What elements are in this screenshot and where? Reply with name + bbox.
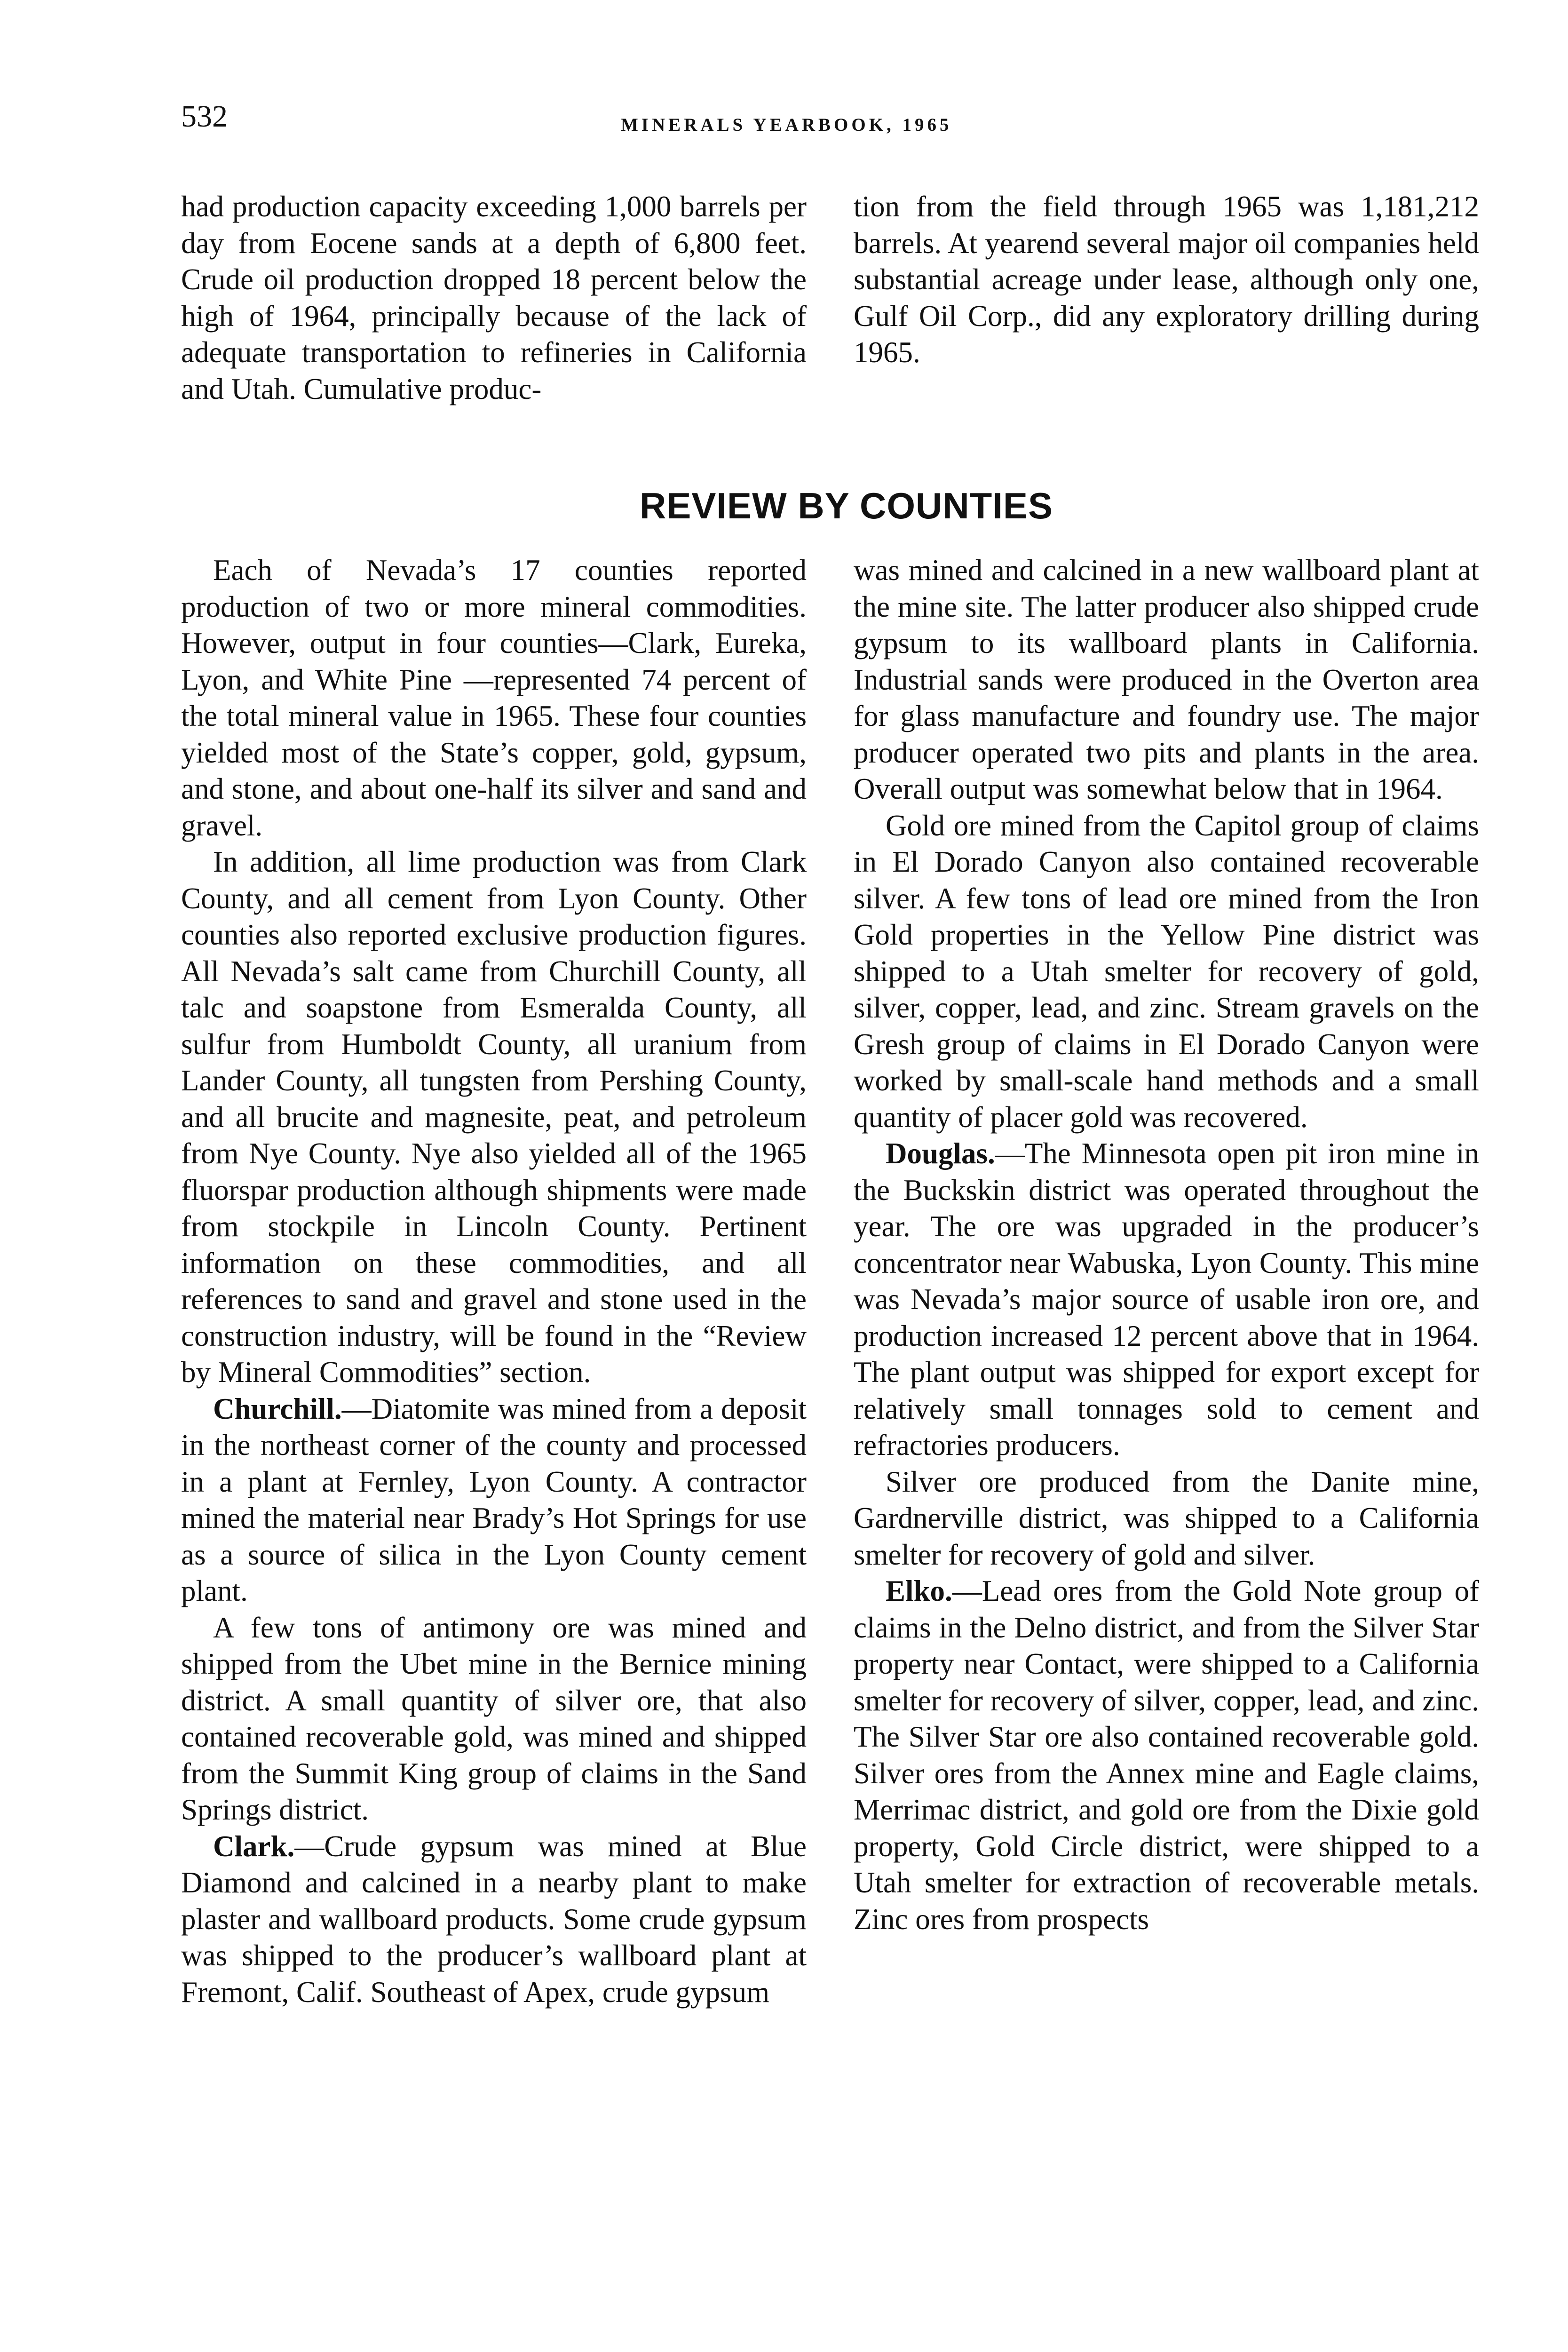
top-right-column	[854, 189, 1479, 371]
paragraph: tion from the field through 1965 was 1,181,212 barrels. At yearend several major oil companies held substantial acreage under lease, although only one, Gulf Oil Corp., did any exploratory drilling during 1965.	[854, 190, 1479, 369]
paragraph: had production capacity exceeding 1,000 barrels per day from Eocene sands at a depth of 6,800 feet. Crude oil production dropped 18 percent below the high of 1964, principally because of the lack of adequate transportation to refineries in California and Utah. Cumulative produc-	[181, 190, 807, 405]
paragraph: Gold ore mined from the Capitol group of claims in El Dorado Canyon also contained recoverable silver. A few tons of lead ore mined from the Iron Gold properties in the Yellow Pine district was shipped to a Utah smelter for recovery of gold, silver, copper, lead, and zinc. Stream gravels on the Gresh group of claims in El Dorado Canyon were worked by small-scale hand methods and a small quantity of placer gold was recovered.	[854, 809, 1479, 1134]
county-name: Elko.	[886, 1574, 952, 1607]
paragraph-text: —Diatomite was mined from a deposit in the northeast corner of the county and processed in a plant at Fernley, Lyon County. A contractor mined the material near Brady’s Hot Springs for use as a source of silica in the Lyon County cement plant.	[181, 1392, 807, 1607]
paragraph: A few tons of antimony ore was mined and shipped from the Ubet mine in the Bernice mining district. A small quantity of silver ore, that also contained recoverable gold, was mined and shipped from the Summit King group of claims in the Sand Springs district.	[181, 1611, 807, 1826]
county-paragraph-douglas	[854, 1136, 1479, 1464]
right-column	[854, 552, 1479, 1938]
paragraph: Silver ore produced from the Danite mine, Gardnerville district, was shipped to a California smelter for recovery of gold and silver.	[854, 1465, 1479, 1571]
paragraph-text: —The Minnesota open pit iron mine in the Buckskin district was operated throughout the year. The ore was upgraded in the producer’s concentrator near Wabuska, Lyon County. This mine was Nevada’s major source of usable iron ore, and production increased 12 percent above that in 1964. The plant output was shipped for export except for relatively small tonnages sold to cement and refractories producers.	[854, 1137, 1479, 1462]
paragraph-text: —Lead ores from the Gold Note group of claims in the Delno district, and from the Silver Star property near Contact, were shipped to a California smelter for recovery of silver, copper, lead, and zinc. The Silver Star ore also contained recoverable gold. Silver ores from the Annex mine and Eagle claims, Merrimac district, and gold ore from the Dixie gold property, Gold Circle district, were shipped to a Utah smelter for extraction of recoverable metals. Zinc ores from prospects	[854, 1574, 1479, 1936]
top-left-column	[181, 189, 807, 407]
paragraph: Each of Nevada’s 17 counties reported production of two or more mineral commodities. However, output in four counties—Clark, Eureka, Lyon, and White Pine —represented 74 percent of the total mineral value in 1965. These four counties yielded most of the State’s copper, gold, gypsum, and stone, and about one-half its silver and sand and gravel.	[181, 554, 807, 842]
county-name: Douglas.	[886, 1137, 995, 1170]
county-name: Churchill.	[213, 1392, 342, 1425]
section-heading: REVIEW BY COUNTIES	[640, 485, 1053, 526]
paragraph-text: —Crude gypsum was mined at Blue Diamond and calcined in a nearby plant to make plaster and wallboard products. Some crude gypsum was shipped to the producer’s wallboard plant at Fremont, Calif. Southeast of Apex, crude gypsum	[181, 1829, 807, 2009]
county-paragraph-elko	[854, 1573, 1479, 1938]
left-column	[181, 552, 807, 2010]
county-name: Clark.	[213, 1829, 295, 1863]
county-paragraph-churchill	[181, 1391, 807, 1610]
running-title: MINERALS YEARBOOK, 1965	[621, 115, 952, 135]
county-paragraph-clark	[181, 1828, 807, 2011]
paragraph: was mined and calcined in a new wallboard plant at the mine site. The latter producer also shipped crude gypsum to its wallboard plants in California. Industrial sands were produced in the Overton area for glass manufacture and foundry use. The major producer operated two pits and plants in the area. Overall output was somewhat below that in 1964.	[854, 554, 1479, 805]
paragraph: In addition, all lime production was from Clark County, and all cement from Lyon County. Other counties also reported exclusive production figures. All Nevada’s salt came from Churchill County, all talc and soapstone from Esmeralda County, all sulfur from Humboldt County, all uranium from Lander County, all tungsten from Pershing County, and all brucite and magnesite, peat, and petroleum from Nye County. Nye also yielded all of the 1965 fluorspar production although shipments were made from stockpile in Lincoln County. Pertinent information on these commodities, and all references to sand and gravel and stone used in the construction industry, will be found in the “Review by Mineral Commodities” section.	[181, 845, 807, 1389]
page-number: 532	[181, 99, 228, 134]
